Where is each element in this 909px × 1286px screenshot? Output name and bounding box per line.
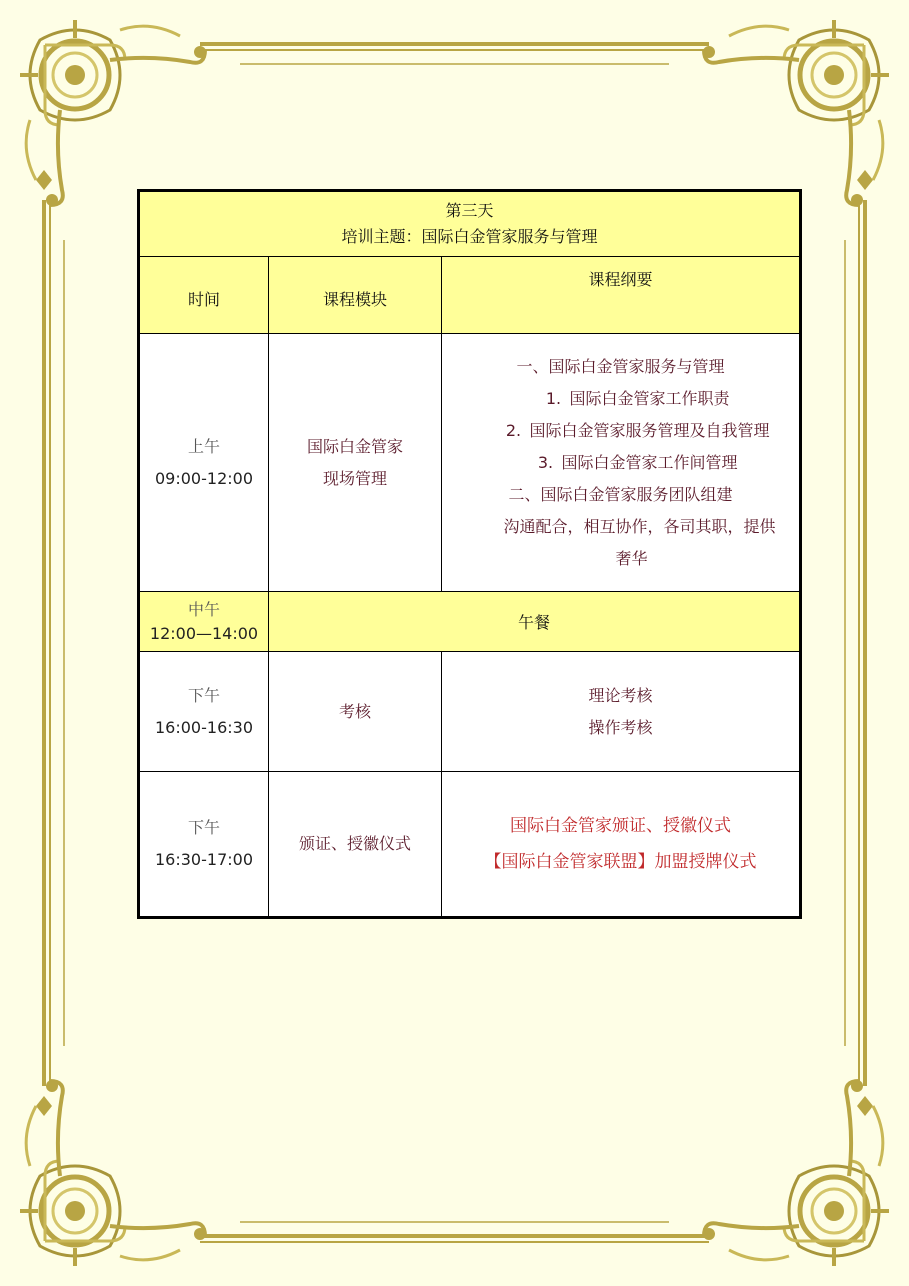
outline-item — [442, 415, 799, 447]
header-module: 课程模块 — [269, 257, 442, 334]
outline-cell — [442, 334, 801, 592]
item-number: 2. — [505, 420, 522, 440]
item-text: 国际白金管家服务管理及自我管理 — [529, 420, 770, 440]
outline-cell — [442, 652, 801, 772]
time-range: 09:00-12:00 — [155, 468, 253, 488]
time-cell — [139, 592, 269, 652]
module-line: 国际白金管家 — [306, 436, 403, 456]
module-cell — [269, 334, 442, 592]
item-text: 国际白金管家工作间管理 — [561, 452, 738, 472]
table-row-afternoon-1 — [139, 652, 801, 772]
day-title: 第三天 — [445, 201, 494, 220]
period-label: 中午 — [187, 599, 220, 619]
module-line: 现场管理 — [322, 468, 387, 488]
ceremony-line: 国际白金管家颁证、授徽仪式 — [510, 816, 732, 836]
column-header-row — [139, 257, 801, 334]
table-row-afternoon-2 — [139, 772, 801, 918]
time-range: 16:30-17:00 — [155, 850, 253, 869]
module-cell: 颁证、授徽仪式 — [269, 772, 442, 918]
title-row — [139, 191, 801, 257]
time-cell — [139, 652, 269, 772]
header-outline: 课程纲要 — [442, 257, 801, 334]
schedule-table — [137, 189, 802, 919]
table-row-morning — [139, 334, 801, 592]
outline-item — [442, 383, 799, 415]
time-cell — [139, 334, 269, 592]
item-text: 国际白金管家工作职责 — [569, 388, 730, 408]
outline-cell — [442, 772, 801, 918]
time-range: 12:00—14:00 — [149, 623, 259, 643]
outline-section: 一、国际白金管家服务与管理 — [516, 356, 725, 376]
outline-line: 操作考核 — [588, 717, 653, 737]
training-theme: 培训主题：国际白金管家服务与管理 — [341, 227, 598, 246]
outline-line: 理论考核 — [588, 685, 653, 705]
lunch-label: 午餐 — [269, 592, 801, 652]
table-row-noon — [139, 592, 801, 652]
item-number: 1. — [545, 388, 562, 408]
period-label: 上午 — [187, 436, 220, 456]
period-label: 下午 — [187, 685, 220, 705]
time-cell — [139, 772, 269, 918]
outline-description: 沟通配合，相互协作，各司其职，提供 — [503, 516, 776, 536]
period-label: 下午 — [187, 818, 220, 837]
header-time: 时间 — [139, 257, 269, 334]
time-range: 16:00-16:30 — [155, 717, 253, 737]
module-cell: 考核 — [269, 652, 442, 772]
outline-section: 二、国际白金管家服务团队组建 — [508, 484, 733, 504]
item-number: 3. — [537, 452, 554, 472]
outline-item — [442, 447, 799, 479]
ceremony-line: 【国际白金管家联盟】加盟授牌仪式 — [484, 852, 757, 872]
title-cell — [139, 191, 801, 257]
outline-description: 奢华 — [615, 548, 648, 568]
